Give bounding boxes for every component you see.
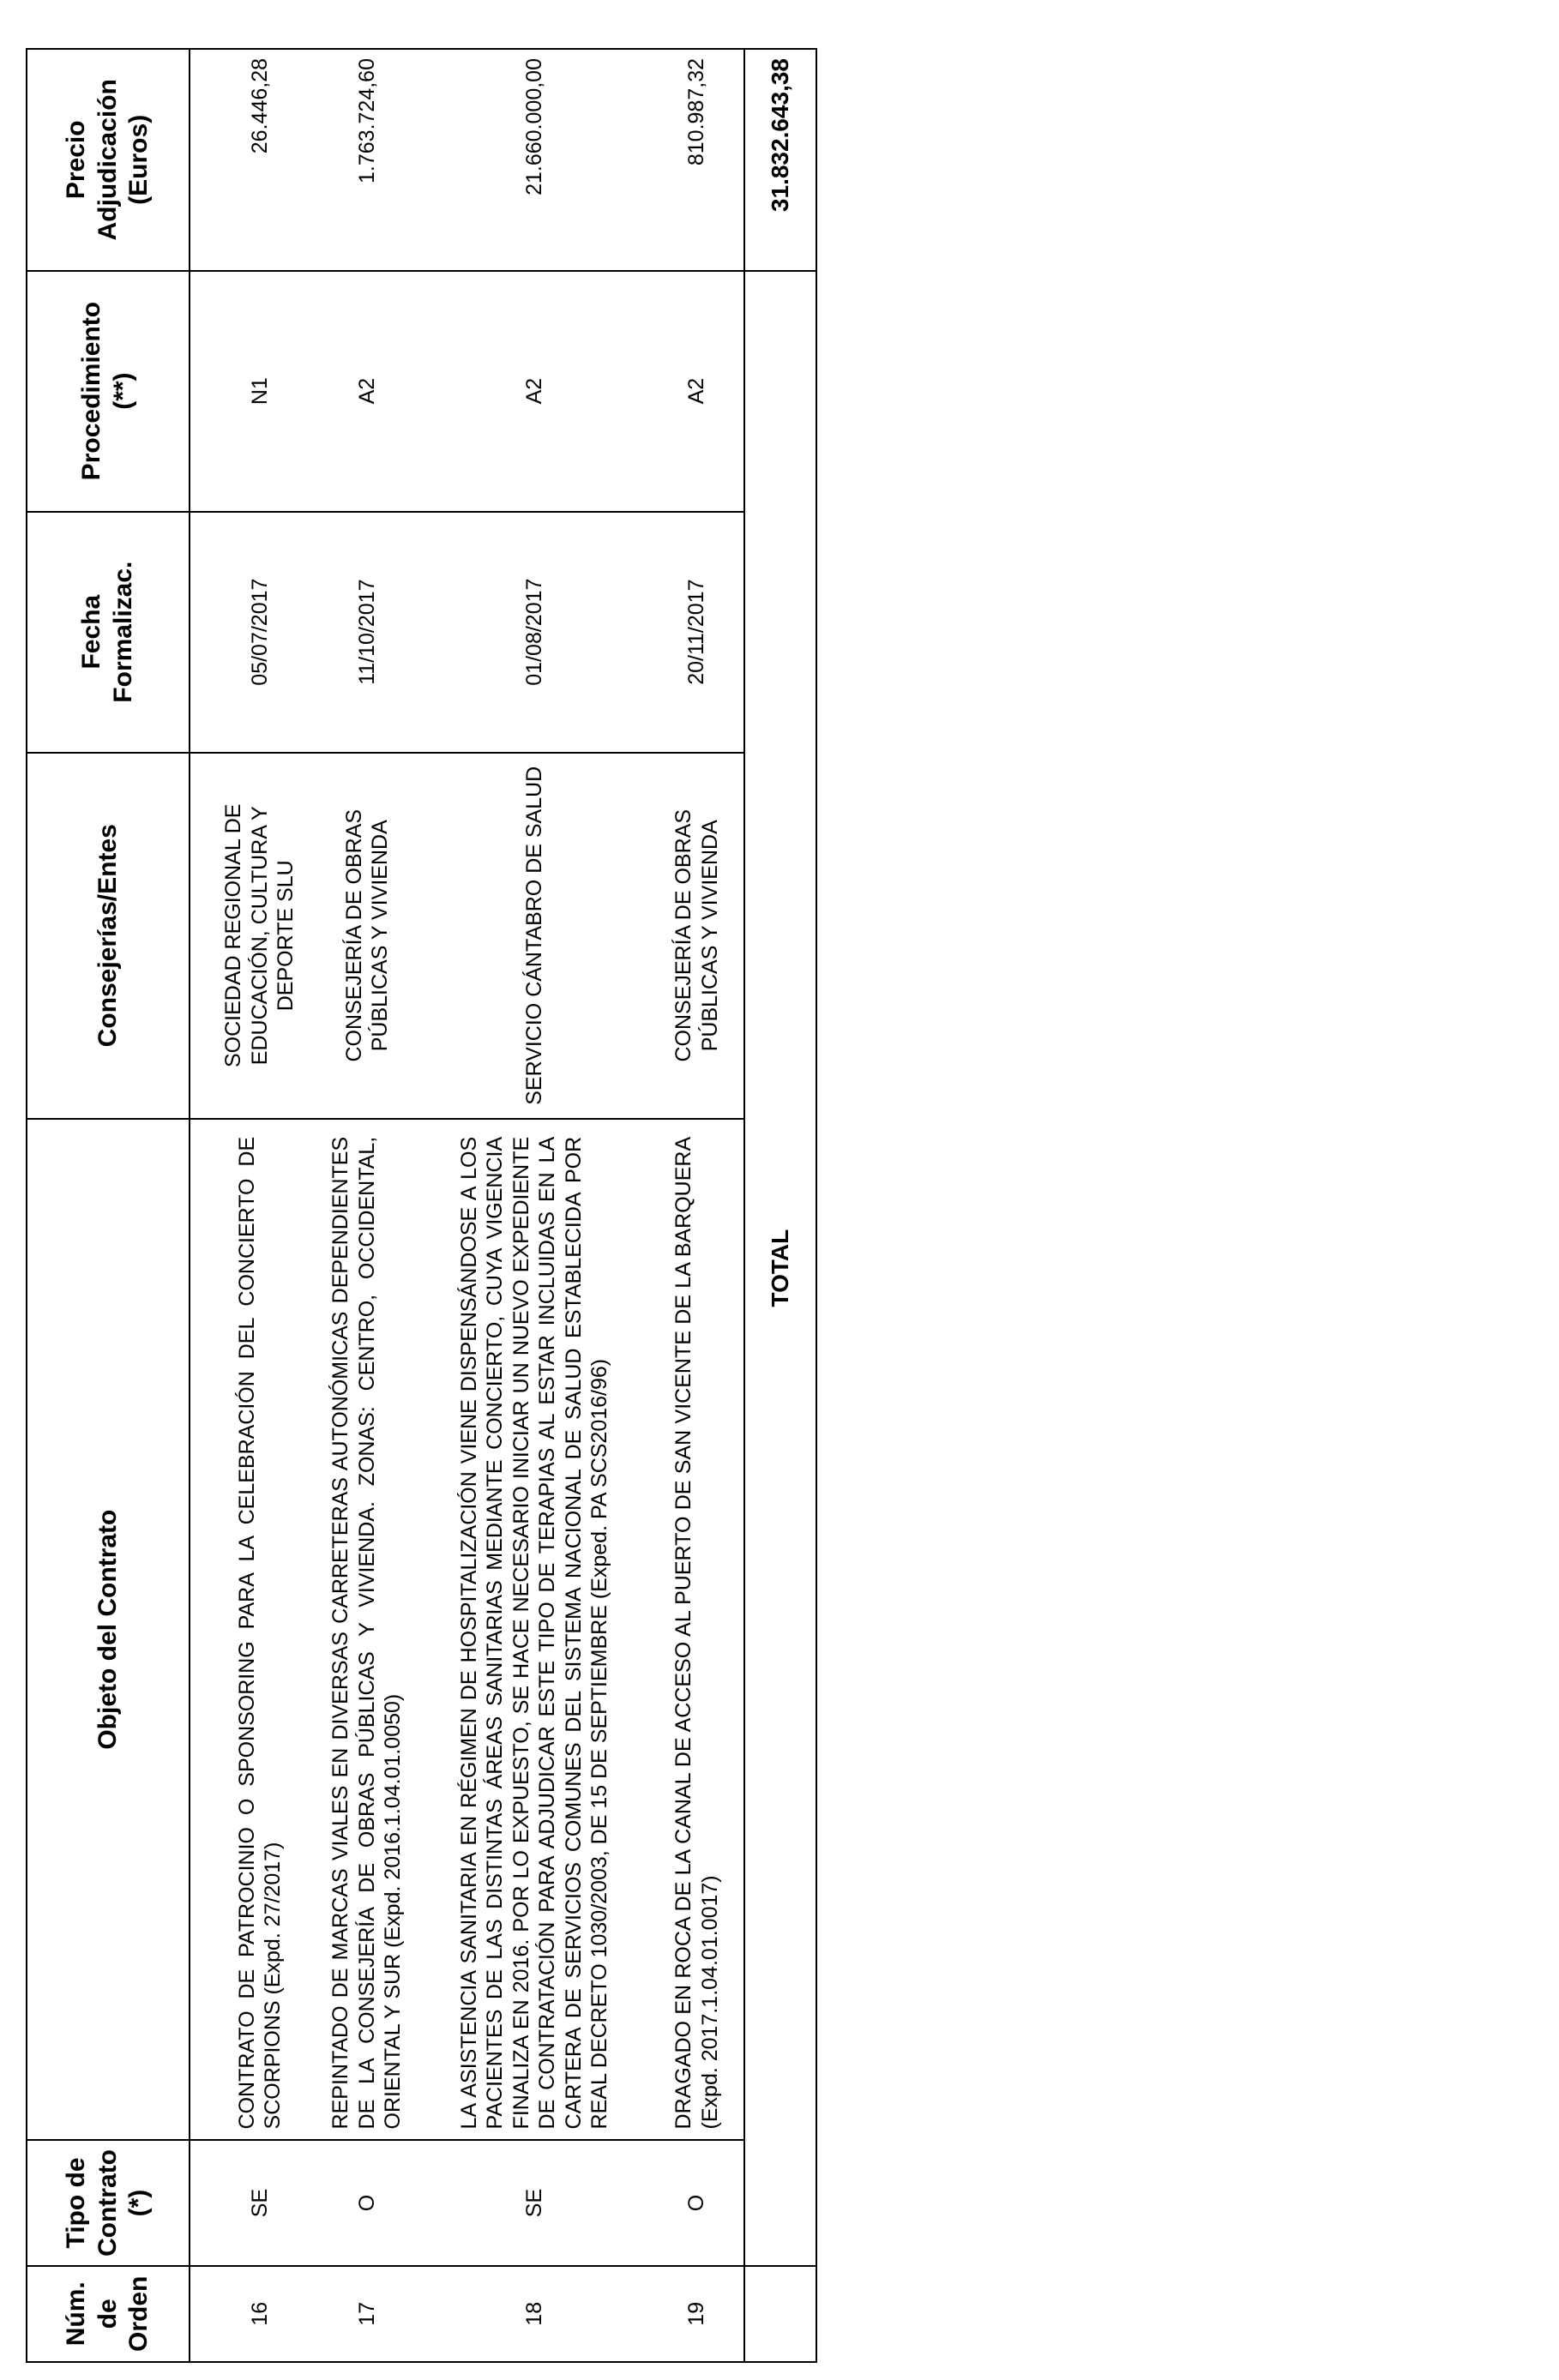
cell-procedimiento: A2 [650, 271, 744, 512]
cell-procedimiento: A2 [316, 271, 418, 512]
header-consejerias: Consejerías/Entes [27, 753, 190, 1119]
cell-objeto: LA ASISTENCIA SANITARIA EN RÉGIMEN DE HOSPITALIZACIÓN VIENE DISPENSÁNDOSE A LOS PACIENTES DE LAS DISTINTAS ÁREAS SANITARIAS MEDIANTE CONCIERTO, CUYA VIGENCIA FINALIZA EN 2016. POR LO EXPUESTO, SE HACE NECESARIO INICIAR UN NUEVO EXPEDIENTE DE CONTRATACIÓN PARA ADJUDICAR ESTE TIPO DE TERAPIAS AL ESTAR INCLUIDAS EN LA CARTERA DE SERVICIOS COMUNES DEL SISTEMA NACIONAL DE SALUD ESTABLECIDA POR REAL DECRETO 1030/2003, DE 15 DE SEPTIEMBRE (Exped. PA SCS2016/96) [418, 1119, 650, 2141]
table-row [204, 49, 316, 2362]
cell-fecha: 05/07/2017 [204, 512, 316, 753]
cell-fecha: 20/11/2017 [650, 512, 744, 753]
cell-consejeria: CONSEJERÍA DE OBRAS PÚBLICAS Y VIVIENDA [650, 753, 744, 1119]
table-row [650, 49, 744, 2362]
header-num-orden: Núm. de Orden [27, 2266, 190, 2362]
cell-tipo: SE [418, 2140, 650, 2265]
header-row [27, 49, 190, 2362]
cell-tipo: O [316, 2140, 418, 2265]
cell-objeto: CONTRATO DE PATROCINIO O SPONSORING PARA LA CELEBRACIÓN DEL CONCIERTO DE SCORPIONS (Expd. 27/2017) [204, 1119, 316, 2141]
total-value: 31.832.643,38 [744, 49, 816, 271]
contracts-table [26, 48, 817, 2363]
top-spacer-row [190, 49, 204, 2362]
cell-num: 18 [418, 2266, 650, 2362]
total-label: TOTAL [744, 271, 816, 2266]
cell-consejeria: CONSEJERÍA DE OBRAS PÚBLICAS Y VIVIENDA [316, 753, 418, 1119]
cell-precio: 810.987,32 [650, 49, 744, 271]
header-tipo-contrato: Tipo de Contrato (*) [27, 2140, 190, 2265]
cell-objeto: DRAGADO EN ROCA DE LA CANAL DE ACCESO AL PUERTO DE SAN VICENTE DE LA BARQUERA (Expd. 2017.1.04.01.0017) [650, 1119, 744, 2141]
header-procedimiento: Procedimiento (**) [27, 271, 190, 512]
cell-consejeria: SOCIEDAD REGIONAL DE EDUCACIÓN, CULTURA Y DEPORTE SLU [204, 753, 316, 1119]
cell-tipo: SE [204, 2140, 316, 2265]
table-row [316, 49, 418, 2362]
cell-procedimiento: N1 [204, 271, 316, 512]
cell-procedimiento: A2 [418, 271, 650, 512]
cell-num: 16 [204, 2266, 316, 2362]
cell-objeto: REPINTADO DE MARCAS VIALES EN DIVERSAS CARRETERAS AUTONÓMICAS DEPENDIENTES DE LA CONSEJERÍA DE OBRAS PÚBLICAS Y VIVIENDA. ZONAS: CENTRO, OCCIDENTAL, ORIENTAL Y SUR (Expd. 2016.1.04.01.0050) [316, 1119, 418, 2141]
cell-precio: 1.763.724,60 [316, 49, 418, 271]
header-precio: Precio Adjudicación (Euros) [27, 49, 190, 271]
cell-num: 19 [650, 2266, 744, 2362]
table-row [418, 49, 650, 2362]
total-row [744, 49, 816, 2362]
header-fecha: Fecha Formalizac. [27, 512, 190, 753]
cell-consejeria: SERVICIO CÁNTABRO DE SALUD [418, 753, 650, 1119]
cell-fecha: 11/10/2017 [316, 512, 418, 753]
cell-precio: 21.660.000,00 [418, 49, 650, 271]
cell-num: 17 [316, 2266, 418, 2362]
header-objeto: Objeto del Contrato [27, 1119, 190, 2141]
cell-fecha: 01/08/2017 [418, 512, 650, 753]
cell-tipo: O [650, 2140, 744, 2265]
cell-precio: 26.446,28 [204, 49, 316, 271]
